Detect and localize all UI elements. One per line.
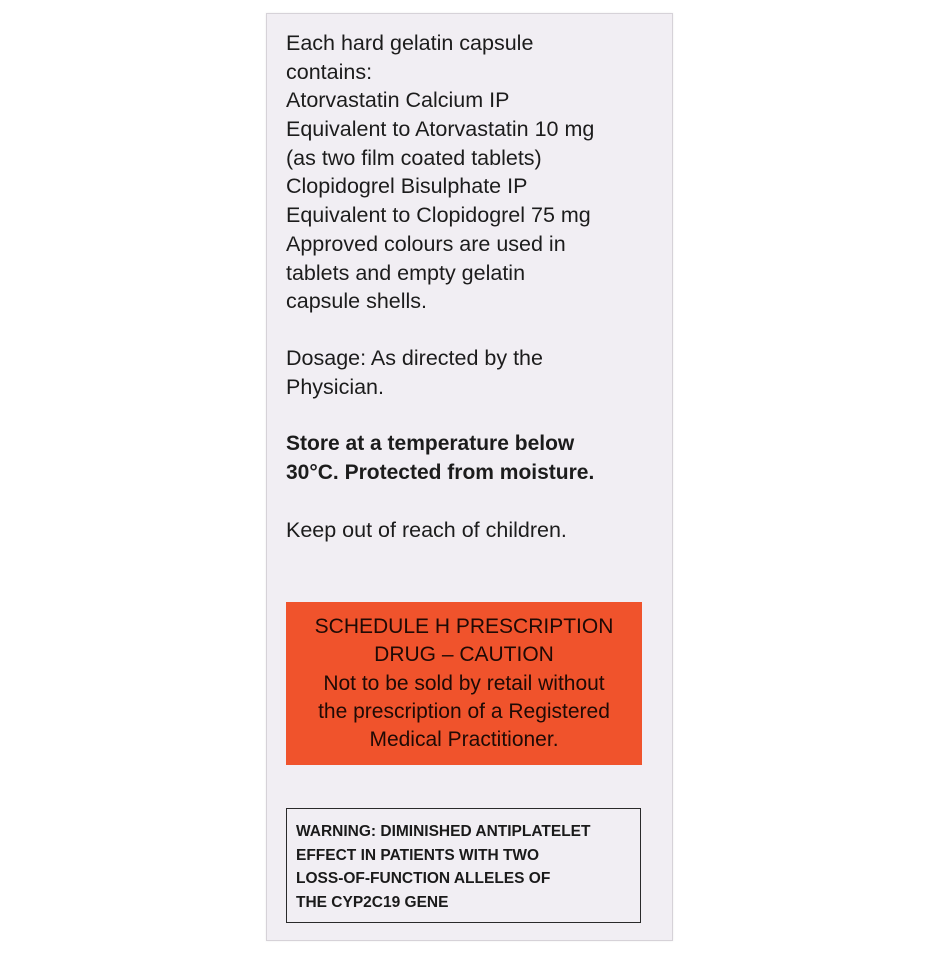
caution-line: DRUG – CAUTION [374, 643, 554, 667]
caution-line: Not to be sold by retail without [323, 671, 605, 695]
storage-line: Store at a temperature below [286, 432, 575, 455]
composition-line: Approved colours are used in [286, 231, 566, 256]
warning-line: EFFECT IN PATIENTS WITH TWO [296, 846, 540, 864]
composition-line: Equivalent to Clopidogrel 75 mg [286, 203, 591, 228]
composition-line: contains: [286, 59, 373, 84]
warning-box [286, 808, 641, 923]
composition-line: tablets and empty gelatin [286, 260, 526, 285]
dosage-text [286, 344, 543, 401]
dosage-line: Dosage: As directed by the [286, 346, 543, 370]
composition-text [286, 29, 594, 316]
composition-line: capsule shells. [286, 289, 428, 314]
label-panel [266, 13, 673, 941]
keep-out-text [286, 516, 567, 545]
keep-out-line: Keep out of reach of children. [286, 518, 567, 542]
caution-line: Medical Practitioner. [369, 728, 559, 752]
caution-line: SCHEDULE H PRESCRIPTION [314, 615, 614, 638]
composition-line: Equivalent to Atorvastatin 10 mg [286, 117, 595, 142]
caution-line: the prescription of a Registered [318, 699, 610, 723]
warning-line: LOSS-OF-FUNCTION ALLELES OF [296, 870, 551, 887]
composition-line: Each hard gelatin capsule [286, 31, 534, 55]
dosage-line: Physician. [286, 374, 384, 399]
warning-line: THE CYP2C19 GENE [296, 893, 449, 911]
storage-text [286, 430, 594, 487]
warning-line: WARNING: DIMINISHED ANTIPLATELET [296, 823, 591, 840]
composition-line: Clopidogrel Bisulphate IP [286, 174, 528, 199]
composition-line: Atorvastatin Calcium IP [286, 88, 510, 113]
storage-line: 30°C. Protected from moisture. [286, 460, 595, 484]
composition-line: (as two film coated tablets) [286, 145, 542, 170]
schedule-h-caution-box [286, 602, 642, 765]
